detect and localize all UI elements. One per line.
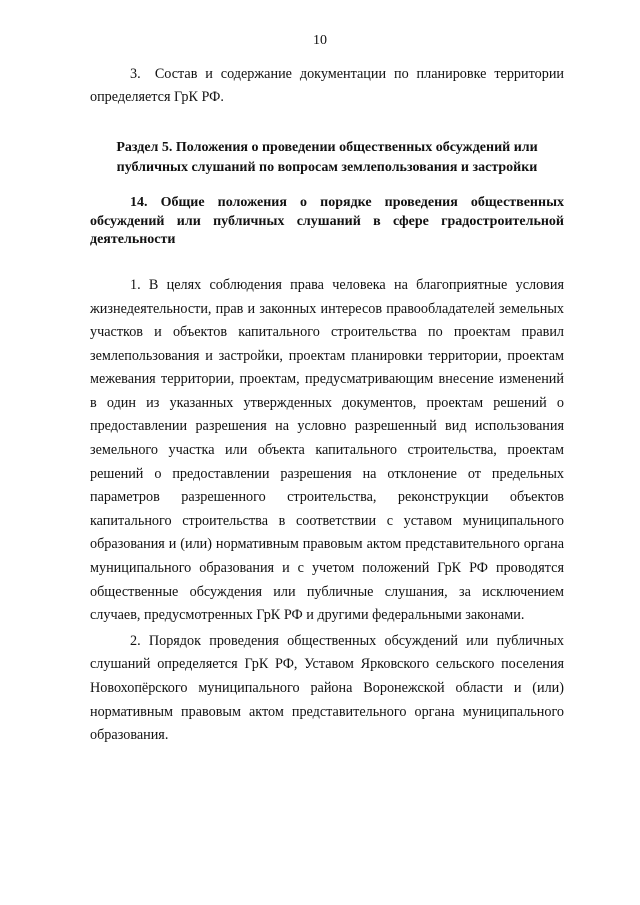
section-heading: Раздел 5. Положения о проведении общественных обсуждений или публичных слушаний по вопросам землепользования и застройки — [116, 140, 538, 175]
page-number: 10 — [313, 33, 327, 48]
article-paragraph-1: 1. В целях соблюдения права человека на благоприятные условия жизнедеятельности, прав и законных интересов правообладателей земельных участков и объектов капитального строительства по проектам правил землепользования и застройки, проектам планировки территории, проектам межевания территории, проектам, предусматривающим внесение изменений в один из указанных утвержденных документов, проектам решений о предоставлении разрешения на условно разрешенный вид использования земельного участка или объекта капитального строительства, проектам решений о предоставлении разрешения на отклонение от предельных параметров разрешенного строительства, реконструкции объектов капитального строительства в соответствии с уставом муниципального образования и (или) нормативным правовым актом представительного органа муниципального образования и с учетом положений ГрК РФ проводятся общественные обсуждения или публичные слушания, за исключением случаев, предусмотренных ГрК РФ и другими федеральными законами. — [90, 276, 564, 624]
article-paragraph-2: 2. Порядок проведения общественных обсуждений или публичных слушаний определяется ГрК РФ, Уставом Ярковского сельского поселения Новохопёрского муниципального района Воронежской области и (или) нормативным правовым актом представительного органа муниципального образования. — [90, 632, 564, 744]
article-heading: 14. Общие положения о порядке проведения общественных обсуждений или публичных слушаний в сфере градостроительной деятельности — [90, 195, 564, 248]
page-content — [90, 63, 564, 748]
item-3-paragraph: 3. Состав и содержание документации по планировке территории определяется ГрК РФ. — [90, 66, 564, 106]
